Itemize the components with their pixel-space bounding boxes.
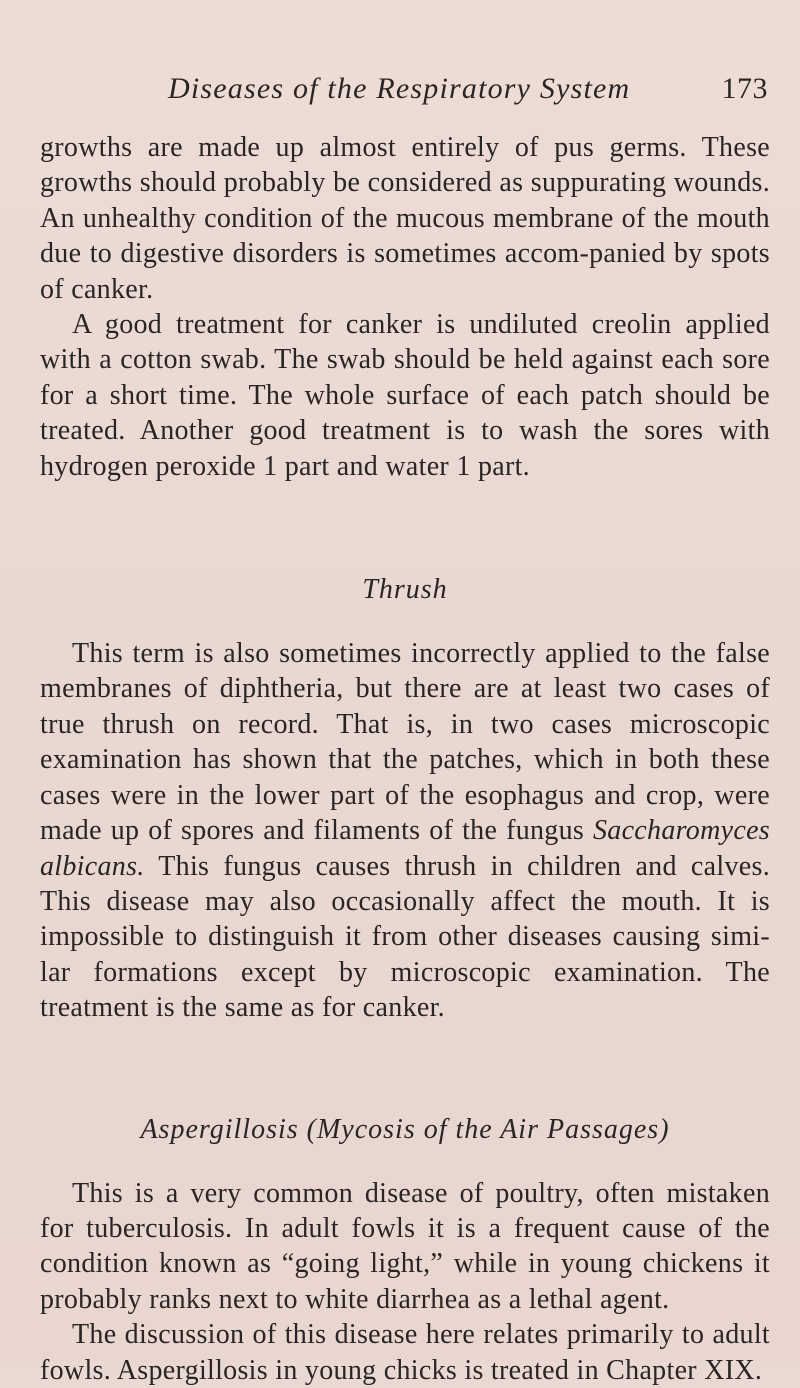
paragraph-aspergillosis-intro: This is a very common disease of poultry, often mistaken for tuberculosis. In adult fowls it is a frequent cause of the condition known as “going light,” while in young chickens it probably ranks next to white diarrhea as a lethal agent. xyxy=(40,1177,770,1315)
paragraph-canker-treatment: A good treatment for canker is undiluted creolin applied with a cotton swab. The swab should be held against each sore for a short time. The whole surface of each patch should be treated. Another good treatment is to wash the sores with hydrogen peroxide 1 part and water 1 part. xyxy=(40,309,770,482)
page-content xyxy=(40,130,770,1388)
paragraph-aspergillosis-scope: The discussion of this disease here relates primarily to adult fowls. Aspergillosis in young chicks is treated in Chapter XIX. xyxy=(40,1319,770,1386)
running-title: Diseases of the Respiratory System xyxy=(168,72,631,105)
section-heading-thrush: Thrush xyxy=(362,574,448,606)
section-heading-aspergillosis: Aspergillosis (Mycosis of the Air Passages) xyxy=(140,1113,670,1145)
thrush-text-part-1: This term is also sometimes incorrectly applied to the false membranes of diphtheria, but there are at least two cases of true thrush on record. That is, in two cases microscopic examination has shown that the patches, which in both these cases were in the lower part of the esophagus and crop, were made up of spores and filaments of the fungus xyxy=(40,638,770,847)
paragraph-canker-growths: growths are made up almost entirely of pus germs. These growths should probably be considered as suppurating wounds. An unhealthy condition of the mucous membrane of the mouth due to digestive disorders is sometimes accom-panied by spots of canker. xyxy=(40,132,770,305)
paragraph-thrush xyxy=(40,636,770,1025)
running-head xyxy=(0,72,800,112)
species-name: Saccharomyces albicans. xyxy=(40,815,770,882)
thrush-text-part-2: This fungus causes thrush in children and calves. This disease may also occasionally affect the mouth. It is impossible to distinguish it from other diseases causing simi-lar formations except by microscopic examination. The treatment is the same as for canker. xyxy=(40,850,770,1024)
page-number: 173 xyxy=(721,72,768,105)
